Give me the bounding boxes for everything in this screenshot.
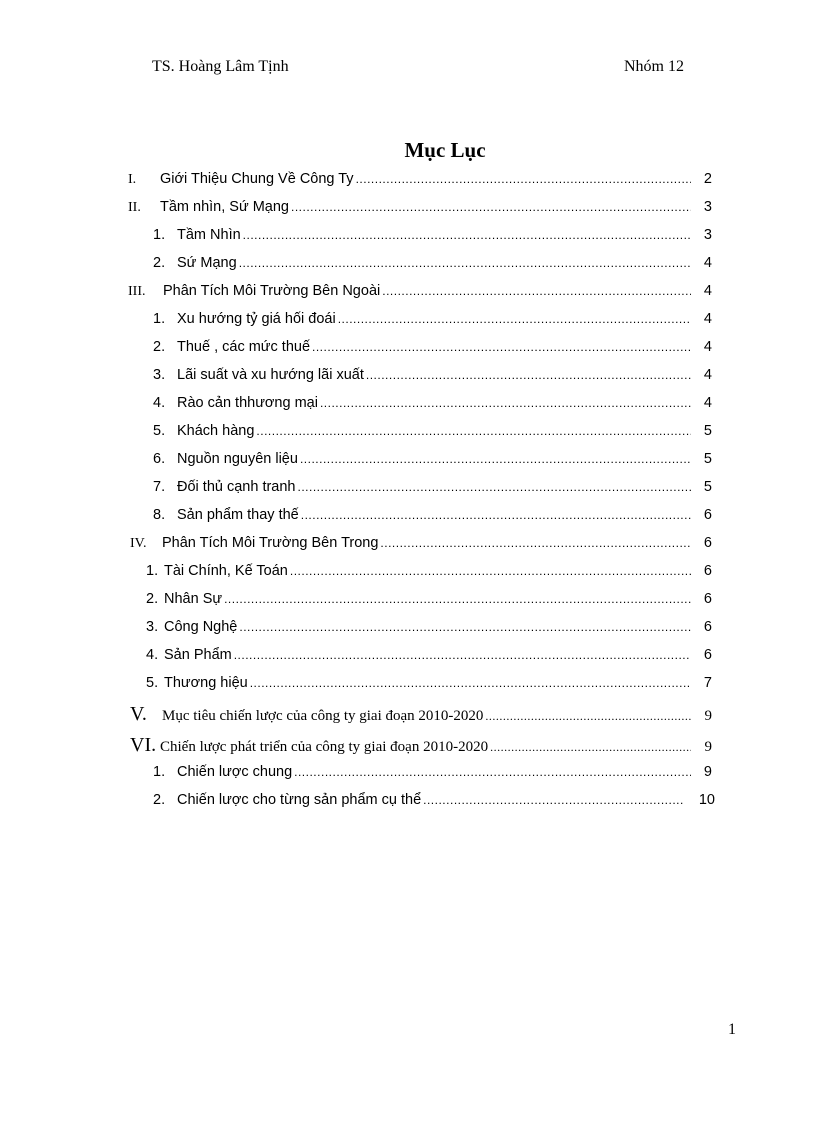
toc-entry-page: 9 <box>704 739 712 755</box>
toc-entry-text: Chiến lược chung <box>177 764 293 780</box>
toc-entry-page: 4 <box>703 311 712 327</box>
toc-entry[interactable] <box>146 591 712 613</box>
toc-entry-text: Công Nghệ <box>164 619 238 635</box>
toc-entry[interactable] <box>146 647 712 669</box>
dot-leader <box>290 564 691 578</box>
dot-leader <box>382 284 691 298</box>
toc-entry-page: 9 <box>703 764 712 780</box>
toc-entry-page: 3 <box>703 199 712 215</box>
toc-entry-text: Nhân Sự <box>164 591 223 607</box>
toc-entry-page: 6 <box>703 507 712 523</box>
toc-entry-text: Đối thủ cạnh tranh <box>177 479 296 495</box>
toc-entry[interactable] <box>128 199 712 221</box>
toc-entry-number: 2. <box>153 339 166 355</box>
toc-entry-number: I. <box>128 172 137 187</box>
toc-entry[interactable] <box>153 479 712 501</box>
toc-entry-text: Sản phẩm thay thế <box>177 507 299 523</box>
toc-entry-text: Lãi suất và xu hướng lãi xuất <box>177 367 364 383</box>
toc-entry-page: 2 <box>703 171 712 187</box>
dot-leader <box>239 256 691 270</box>
toc-entry[interactable] <box>153 367 712 389</box>
dot-leader <box>312 340 691 354</box>
toc-entry-number: 5. <box>153 423 166 439</box>
toc-entry-number: 6. <box>153 451 166 467</box>
dot-leader <box>294 765 691 779</box>
toc-entry-number: 4. <box>153 395 166 411</box>
toc-entry-page: 6 <box>703 619 712 635</box>
toc-entry[interactable] <box>130 734 712 756</box>
toc-entry-number: 2. <box>153 255 166 271</box>
toc-entry-number: 3. <box>146 619 159 635</box>
dot-leader <box>243 228 691 242</box>
toc-entry-page: 5 <box>703 423 712 439</box>
toc-entry-number: II. <box>128 200 141 215</box>
toc-entry[interactable] <box>153 792 715 814</box>
dot-leader <box>301 508 691 522</box>
header-group: Nhóm 12 <box>624 58 684 75</box>
toc-entry-page: 7 <box>703 675 712 691</box>
dot-leader <box>380 536 691 550</box>
dot-leader <box>224 592 691 606</box>
toc-entry-text: Nguồn nguyên liệu <box>177 451 298 467</box>
toc-entry[interactable] <box>146 563 712 585</box>
toc-entry-text: Phân Tích Môi Trường Bên Trong <box>162 535 379 551</box>
toc-entry-text: Mục tiêu chiến lược của công ty giai đoạn 2010-2020 <box>162 708 484 724</box>
toc-entry-text: Chiến lược phát triển của công ty giai đoạn 2010-2020 <box>160 739 489 755</box>
toc-entry-number: 1. <box>153 227 166 243</box>
dot-leader <box>423 793 683 807</box>
toc-entry[interactable] <box>128 171 712 193</box>
dot-leader <box>256 424 691 438</box>
toc-entry-page: 4 <box>703 395 712 411</box>
toc-entry[interactable] <box>153 339 712 361</box>
toc-entry-number: 1. <box>146 563 159 579</box>
toc-entry-page: 6 <box>703 647 712 663</box>
dot-leader <box>291 200 691 214</box>
dot-leader <box>356 172 691 186</box>
toc-entry[interactable] <box>130 703 712 725</box>
toc-entry-text: Phân Tích Môi Trường Bên Ngoài <box>163 283 381 299</box>
toc-entry[interactable] <box>153 451 712 473</box>
toc-entry-number: 7. <box>153 479 166 495</box>
dot-leader <box>338 312 691 326</box>
toc-entry-page: 5 <box>703 479 712 495</box>
toc-entry[interactable] <box>128 283 712 305</box>
toc-entry-page: 6 <box>703 591 712 607</box>
toc-entry-number: IV. <box>130 536 147 551</box>
toc-entry-page: 3 <box>703 227 712 243</box>
toc-entry-number: 1. <box>153 764 166 780</box>
toc-entry-page: 4 <box>703 367 712 383</box>
toc-entry-page: 4 <box>703 255 712 271</box>
toc-entry-page: 10 <box>698 792 715 808</box>
dot-leader <box>298 480 692 494</box>
dot-leader <box>250 676 691 690</box>
dot-leader <box>320 396 691 410</box>
header-author: TS. Hoàng Lâm Tịnh <box>152 58 289 75</box>
toc-entry-number: 4. <box>146 647 159 663</box>
toc-entry-text: Thương hiệu <box>164 675 248 691</box>
toc-entry-text: Thuế , các mức thuế <box>177 339 311 355</box>
dot-leader <box>485 709 691 724</box>
dot-leader <box>239 620 691 634</box>
toc-entry-text: Xu hướng tỷ giá hối đoái <box>177 311 336 327</box>
dot-leader <box>490 740 691 755</box>
toc-entry-page: 4 <box>703 339 712 355</box>
toc-entry-text: Giới Thiệu Chung Về Công Ty <box>160 171 354 187</box>
toc-entry-text: Tầm nhìn, Sứ Mạng <box>160 199 289 215</box>
toc-entry-number: III. <box>128 284 146 299</box>
toc-entry-number: 8. <box>153 507 166 523</box>
toc-entry-text: Sứ Mạng <box>177 255 237 271</box>
dot-leader <box>234 648 691 662</box>
toc-entry-number: VI. <box>130 734 157 756</box>
toc-entry-number: 3. <box>153 367 166 383</box>
page-number: 1 <box>728 1021 736 1038</box>
toc-entry-page: 4 <box>703 283 712 299</box>
toc-entry[interactable] <box>153 764 712 786</box>
dot-leader <box>366 368 691 382</box>
toc-entry-page: 5 <box>703 451 712 467</box>
toc-entry-text: Sản Phẩm <box>164 647 232 663</box>
toc-entry-page: 9 <box>704 708 712 724</box>
toc-entry[interactable] <box>153 227 712 249</box>
toc-entry-text: Chiến lược cho từng sản phẩm cụ thể <box>177 792 422 808</box>
dot-leader <box>300 452 691 466</box>
toc-entry[interactable] <box>153 507 712 529</box>
toc-entry[interactable] <box>153 311 712 333</box>
toc-entry-text: Khách hàng <box>177 423 255 439</box>
toc-entry-number: 2. <box>153 792 166 808</box>
toc-entry[interactable] <box>153 395 712 417</box>
toc-entry-page: 6 <box>703 535 712 551</box>
toc-title: Mục Lục <box>404 138 486 162</box>
toc-entry-number: 5. <box>146 675 159 691</box>
toc-entry-number: 2. <box>146 591 159 607</box>
toc-entry-number: 1. <box>153 311 166 327</box>
toc-entry[interactable] <box>146 675 712 697</box>
toc-entry-text: Tài Chính, Kế Toán <box>164 563 288 579</box>
toc-entry[interactable] <box>146 619 712 641</box>
toc-entry[interactable] <box>130 535 712 557</box>
toc-entry-number: V. <box>130 703 147 725</box>
toc-entry[interactable] <box>153 255 712 277</box>
toc-entry[interactable] <box>153 423 712 445</box>
toc-entry-text: Rào cản thhương mại <box>177 395 318 411</box>
toc-entry-text: Tầm Nhìn <box>177 227 241 243</box>
toc-entry-page: 6 <box>703 563 712 579</box>
